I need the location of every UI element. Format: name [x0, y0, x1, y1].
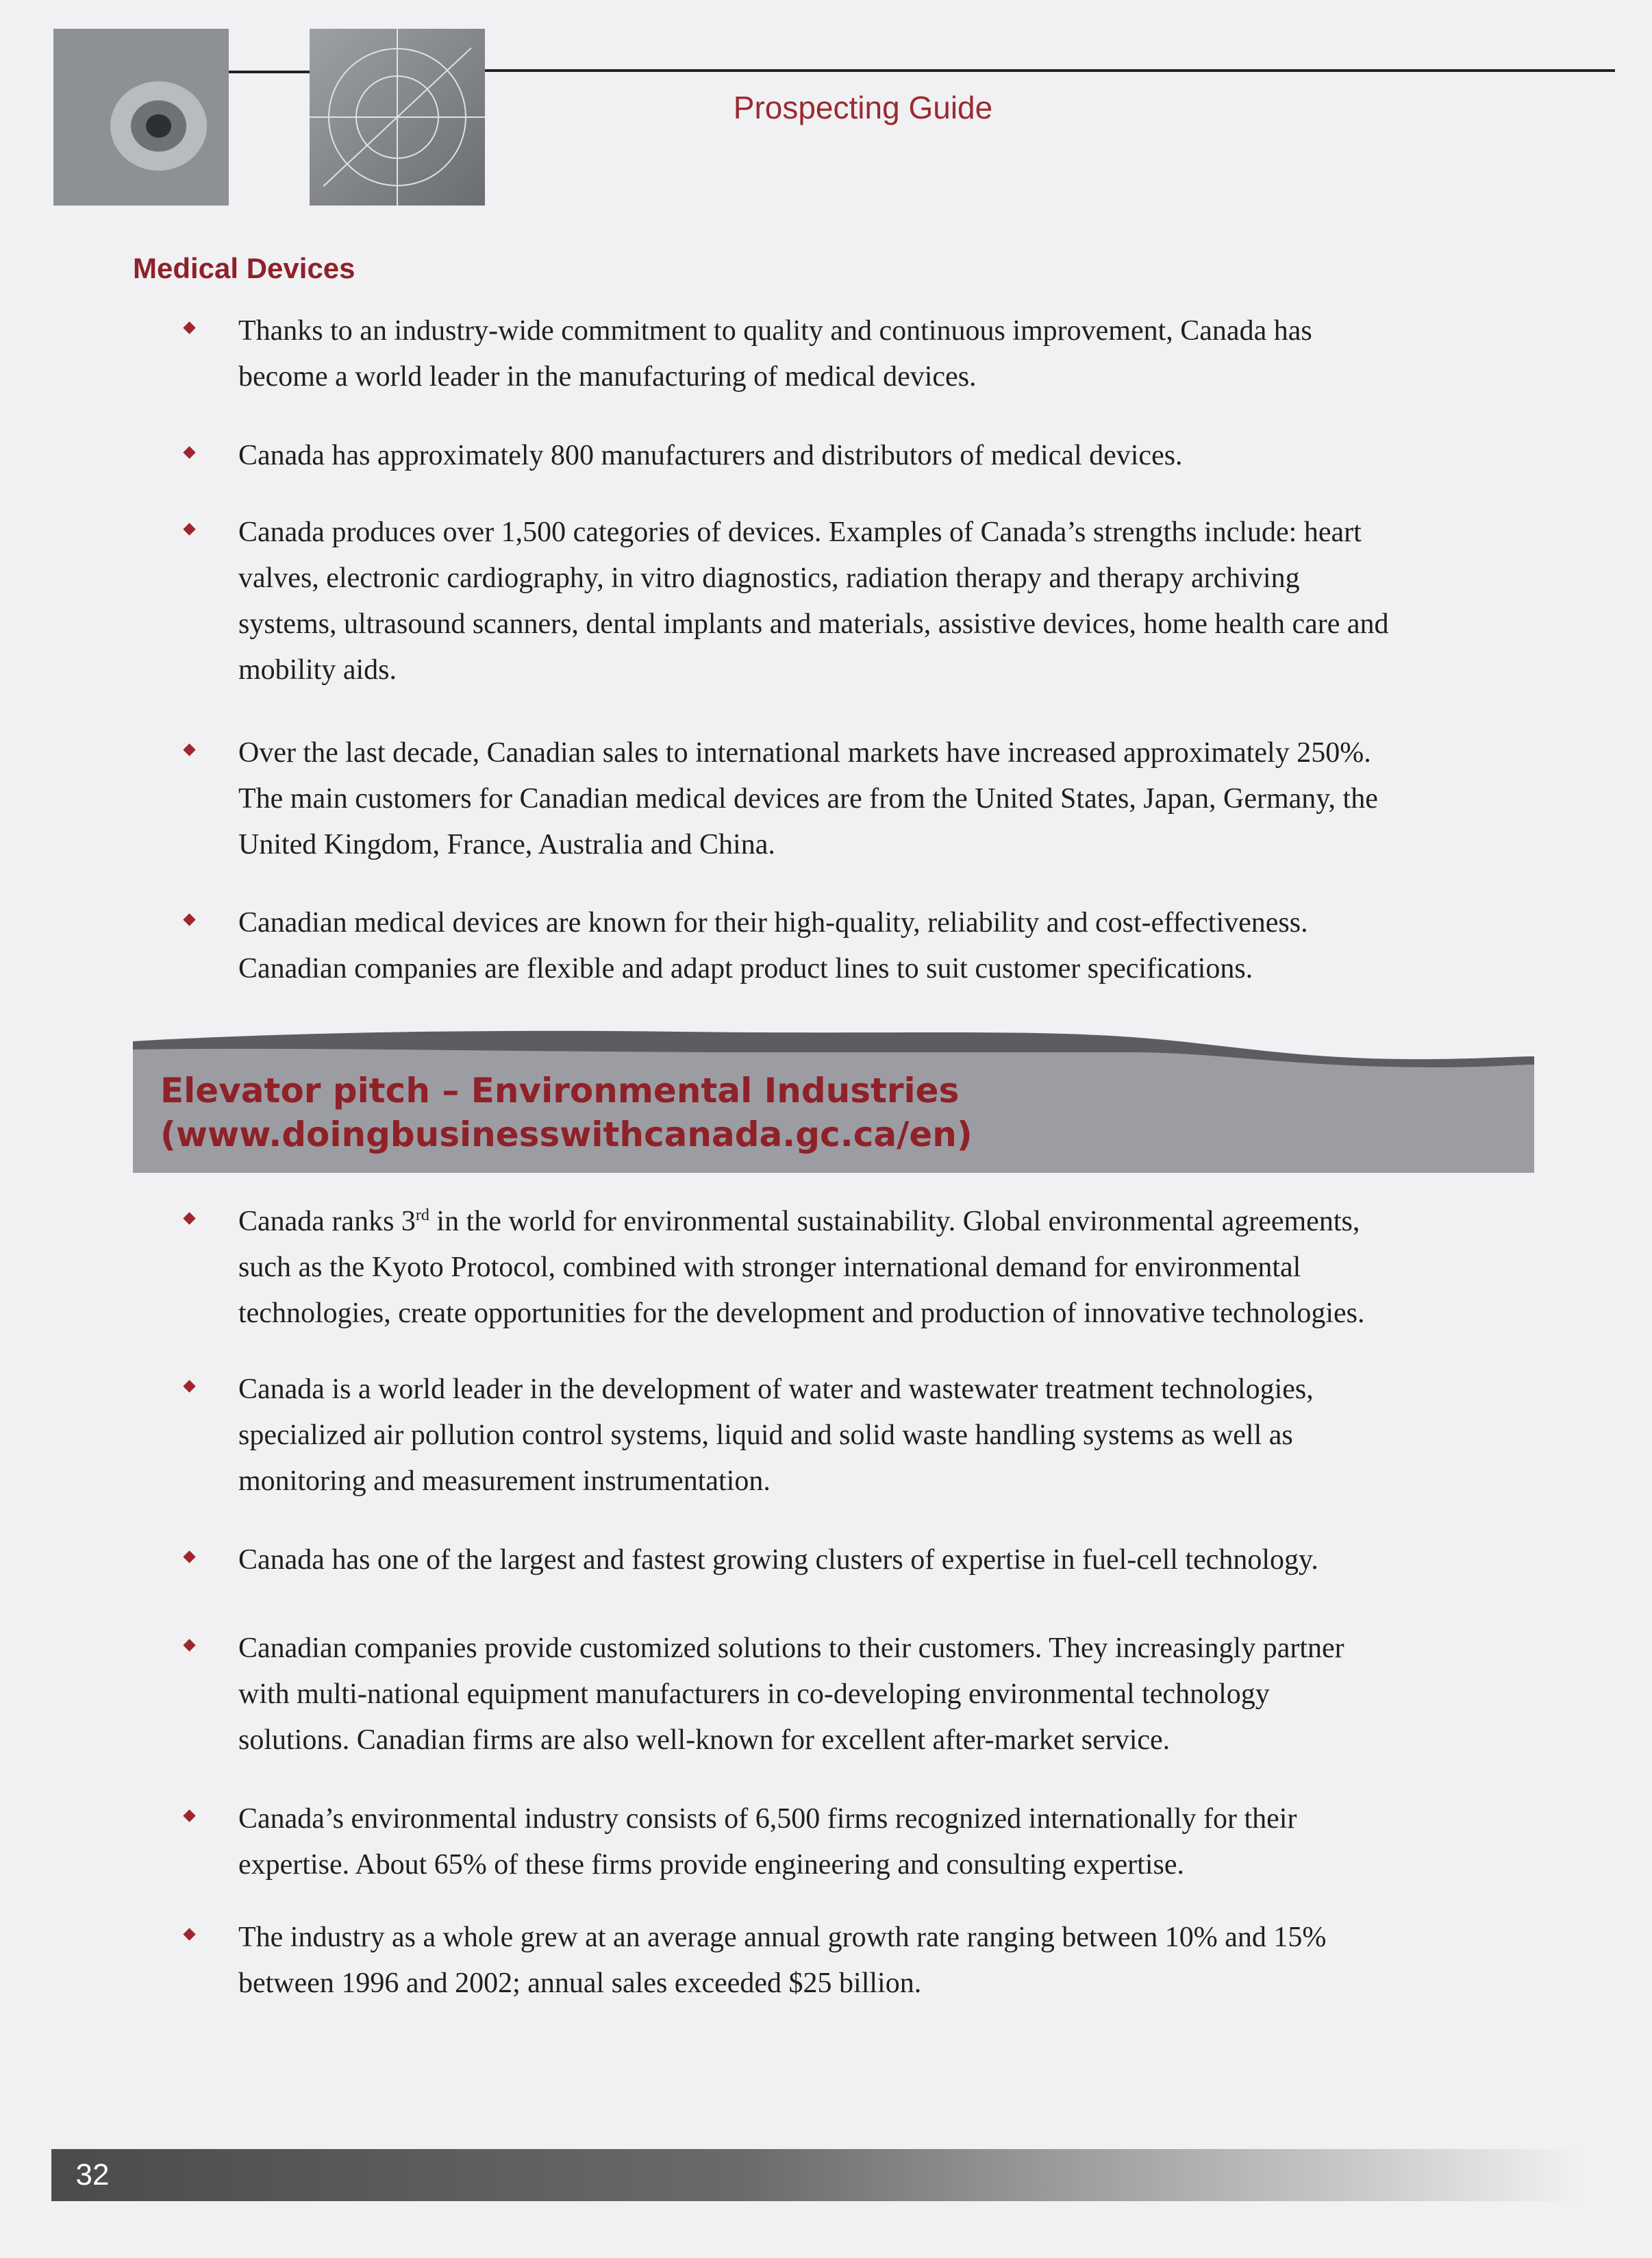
diamond-bullet-icon	[183, 321, 195, 334]
list-item-text	[238, 510, 1540, 693]
text-segment: Canada ranks 3	[238, 1206, 416, 1237]
diamond-bullet-icon	[183, 1550, 195, 1563]
list-item-line: monitoring and measurement instrumentation.	[238, 1465, 771, 1497]
list-item-line: between 1996 and 2002; annual sales exceeded $25 billion.	[238, 1968, 922, 1999]
list-item-line: Canadian companies are flexible and adapt product lines to suit customer specifications.	[238, 953, 1253, 984]
list-item-text	[238, 900, 1540, 992]
diamond-bullet-icon	[183, 523, 195, 535]
list-item-line: become a world leader in the manufacturing of medical devices.	[238, 361, 977, 393]
diamond-bullet-icon	[183, 1212, 195, 1224]
list-item-line	[238, 1199, 1540, 1245]
list-item-line: Canadian companies provide customized solutions to their customers. They increasingly partner	[238, 1633, 1344, 1664]
list-item-line: The industry as a whole grew at an average annual growth rate ranging between 10% and 15%	[238, 1922, 1327, 1953]
list-item-text	[238, 1796, 1540, 1888]
elevator-pitch-banner	[133, 1029, 1534, 1173]
diamond-bullet-icon	[183, 913, 195, 926]
list-item-line: Canada’s environmental industry consists of 6,500 firms recognized internationally for their	[238, 1803, 1297, 1835]
list-item-text	[238, 433, 1540, 479]
list-item-text	[238, 1915, 1540, 2007]
footer-bar	[51, 2149, 1579, 2201]
list-item-text	[238, 1367, 1540, 1504]
list-item-line: valves, electronic cardiography, in vitro diagnostics, radiation therapy and therapy archiving	[238, 562, 1300, 594]
page-number: 32	[75, 2158, 110, 2192]
guide-title: Prospecting Guide	[733, 90, 993, 125]
list-item-line: United Kingdom, France, Australia and China.	[238, 829, 775, 860]
banner-title-line: Elevator pitch – Environmental Industries	[160, 1071, 960, 1111]
list-item-line: Canada has one of the largest and fastest growing clusters of expertise in fuel-cell technology.	[238, 1544, 1318, 1576]
list-item-line: systems, ultrasound scanners, dental implants and materials, assistive devices, home health care and	[238, 608, 1389, 640]
banner-title	[160, 1069, 973, 1156]
list-item-line: Over the last decade, Canadian sales to international markets have increased approximately 250%.	[238, 737, 1371, 769]
list-item-text	[238, 730, 1540, 868]
list-item-text	[238, 1199, 1540, 1337]
list-item-text	[238, 1626, 1540, 1763]
list-item-text	[238, 1537, 1540, 1583]
list-item-line: Thanks to an industry-wide commitment to quality and continuous improvement, Canada has	[238, 315, 1312, 347]
list-item-line: Canadian medical devices are known for their high-quality, reliability and cost-effectiveness.	[238, 907, 1308, 939]
diamond-bullet-icon	[183, 446, 195, 458]
header-rule	[229, 71, 310, 73]
text-segment: in the world for environmental sustainability. Global environmental agreements,	[429, 1206, 1360, 1237]
list-item-line: expertise. About 65% of these firms provide engineering and consulting expertise.	[238, 1849, 1184, 1881]
radar-graphic-image	[310, 29, 485, 206]
eye-photo-image	[53, 29, 229, 206]
list-item-line: mobility aids.	[238, 654, 397, 686]
diamond-bullet-icon	[183, 1639, 195, 1651]
list-item-line: specialized air pollution control systems, liquid and solid waste handling systems as well as	[238, 1419, 1293, 1451]
list-item-line: with multi-national equipment manufacturers in co-developing environmental technology	[238, 1678, 1270, 1710]
list-item-line: such as the Kyoto Protocol, combined with stronger international demand for environmental	[238, 1252, 1301, 1283]
header-rule-long	[485, 69, 1615, 72]
diamond-bullet-icon	[183, 1928, 195, 1940]
banner-url-link[interactable]: (www.doingbusinesswithcanada.gc.ca/en)	[160, 1115, 973, 1154]
diamond-bullet-icon	[183, 1380, 195, 1392]
diamond-bullet-icon	[183, 1809, 195, 1822]
list-item-line: Canada is a world leader in the development of water and wastewater treatment technologies,	[238, 1374, 1314, 1405]
list-item-line: solutions. Canadian firms are also well-known for excellent after-market service.	[238, 1724, 1171, 1756]
list-item-text	[238, 308, 1540, 400]
radar-lines-icon	[310, 29, 485, 206]
list-item-line: Canada has approximately 800 manufacturers and distributors of medical devices.	[238, 440, 1183, 471]
list-item-line: The main customers for Canadian medical devices are from the United States, Japan, Germany, the	[238, 783, 1378, 815]
diamond-bullet-icon	[183, 743, 195, 756]
list-item-line: Canada produces over 1,500 categories of devices. Examples of Canada’s strengths include: heart	[238, 517, 1362, 548]
list-item-line: technologies, create opportunities for the development and production of innovative technologies.	[238, 1298, 1365, 1329]
section-heading-medical-devices: Medical Devices	[133, 252, 355, 284]
superscript: rd	[415, 1206, 429, 1224]
